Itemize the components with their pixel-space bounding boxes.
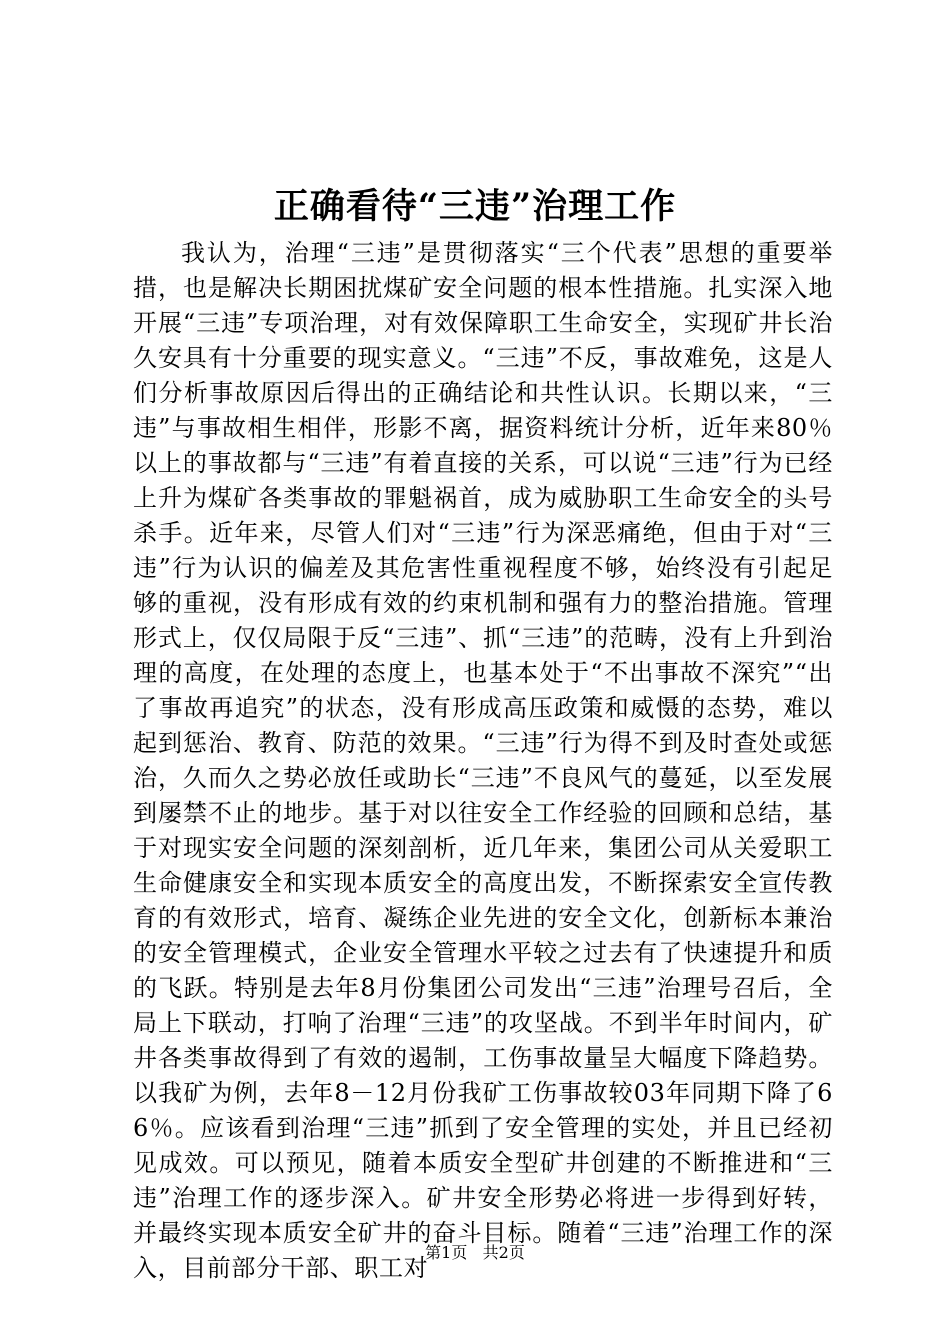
page-number: 第1页 (425, 1243, 468, 1262)
body-paragraph: 我认为，治理“三违”是贯彻落实“三个代表”思想的重要举措，也是解决长期困扰煤矿安全问题的根本性措施。扎实深入地开展“三违”专项治理，对有效保障职工生命安全，实现矿井长治久安具有十分重要的现实意义。“三违”不反，事故难免，这是人们分析事故原因后得出的正确结论和共性认识。长期以来，“三违”与事故相生相伴，形影不离，据资料统计分析，近年来80％以上的事故都与“三违”有着直接的关系，可以说“三违”行为已经上升为煤矿各类事故的罪魁祸首，成为威胁职工生命安全的头号杀手。近年来，尽管人们对“三违”行为深恶痛绝，但由于对“三违”行为认识的偏差及其危害性重视程度不够，始终没有引起足够的重视，没有形成有效的约束机制和强有力的整治措施。管理形式上，仅仅局限于反“三违”、抓“三违”的范畴，没有上升到治理的高度，在处理的态度上，也基本处于“不出事故不深究”“出了事故再追究”的状态，没有形成高压政策和威慑的态势，难以起到惩治、教育、防范的效果。“三违”行为得不到及时查处或惩治，久而久之势必放任或助长“三违”不良风气的蔓延，以至发展到屡禁不止的地步。基于对以往安全工作经验的回顾和总结，基于对现实安全问题的深刻剖析，近几年来，集团公司从关爱职工生命健康安全和实现本质安全的高度出发，不断探索安全宣传教育的有效形式，培育、凝练企业先进的安全文化，创新标本兼治的安全管理模式，企业安全管理水平较之过去有了快速提升和质的飞跃。特别是去年8月份集团公司发出“三违”治理号召后，全局上下联动，打响了治理“三违”的攻坚战。不到半年时间内，矿井各类事故得到了有效的遏制，工伤事故量呈大幅度下降趋势。以我矿为例，去年8－12月份我矿工伤事故较03年同期下降了66％。应该看到治理“三违”抓到了安全管理的实处，并且已经初见成效。可以预见，随着本质安全型矿井创建的不断推进和“三违”治理工作的逐步深入。矿井安全形势必将进一步得到好转，并最终实现本质安全矿井的奋斗目标。随着“三违”治理工作的深入，目前部分干部、职工对 (133, 239, 833, 1282)
document-title: 正确看待“三违”治理工作 (273, 186, 677, 227)
page-footer (0, 1242, 950, 1264)
page-total: 共2页 (482, 1243, 525, 1262)
